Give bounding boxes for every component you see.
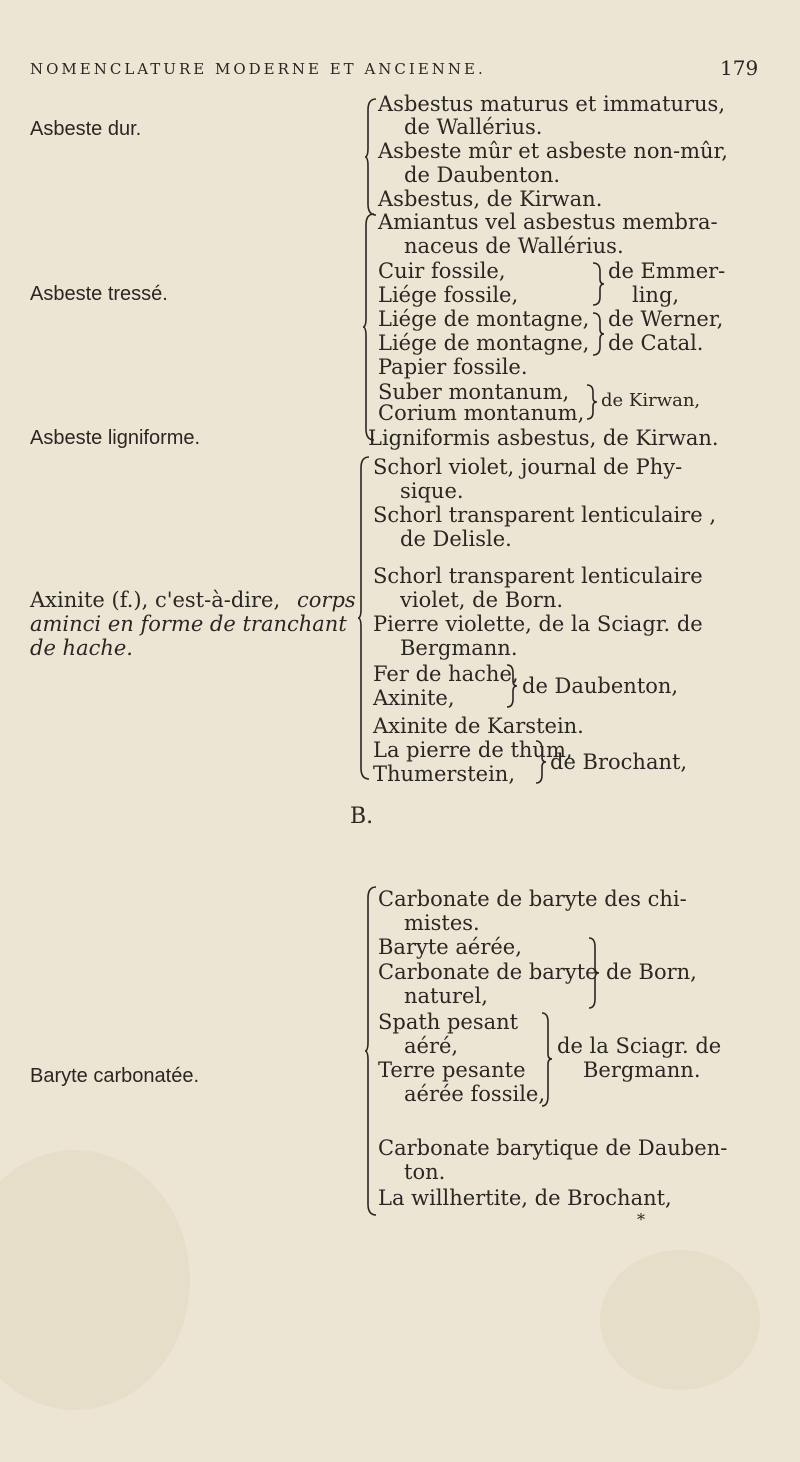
author-ref: de Daubenton,	[522, 674, 679, 698]
brace-right	[588, 937, 600, 1009]
brace-right	[541, 1012, 553, 1107]
synonym-line: de Daubenton.	[404, 163, 561, 187]
synonym-line: violet, de Born.	[400, 588, 564, 612]
term-axinite-line: corps	[297, 588, 356, 612]
synonym-line: aéré,	[404, 1034, 459, 1058]
synonym-line: Ligniformis asbestus, de Kirwan.	[368, 426, 719, 450]
synonym-line: naturel,	[404, 984, 488, 1008]
synonym-line: Terre pesante	[378, 1058, 526, 1082]
synonym-line: Liége de montagne,	[378, 331, 590, 355]
synonym-line: Carbonate barytique de Dauben-	[378, 1136, 728, 1160]
synonym-line: Baryte aérée,	[378, 935, 522, 959]
term-asbeste-ligniforme: Asbeste ligniforme.	[30, 427, 201, 449]
synonym-line: Liége fossile,	[378, 283, 519, 307]
brace-left	[357, 456, 371, 780]
synonym-line: Corium montanum,	[378, 401, 585, 425]
synonym-line: Liége de montagne,	[378, 307, 590, 331]
footer-mark: *	[637, 1210, 645, 1229]
synonym-line: Asbeste mûr et asbeste non-mûr,	[378, 139, 728, 163]
paper-stain	[600, 1250, 760, 1390]
synonym-line: sique.	[400, 479, 464, 503]
page-number: 179	[720, 56, 759, 80]
brace-right	[535, 740, 547, 784]
author-ref: de Emmer-	[608, 259, 726, 283]
brace-right	[592, 262, 606, 306]
section-letter: B.	[350, 804, 374, 829]
synonym-line: Carbonate de baryte des chi-	[378, 887, 687, 911]
synonym-line: La pierre de thum,	[373, 738, 573, 762]
synonym-line: Axinite,	[373, 686, 455, 710]
author-ref: de Brochant,	[550, 750, 688, 774]
synonym-line: Amiantus vel asbestus membra-	[378, 210, 718, 234]
synonym-line: Schorl transparent lenticulaire ,	[373, 503, 716, 527]
author-ref: de Born,	[606, 960, 697, 984]
brace-left	[364, 98, 378, 216]
term-axinite-line: aminci en forme de tranchant	[30, 612, 347, 636]
synonym-line: Asbestus maturus et immaturus,	[378, 92, 726, 116]
synonym-line: de Delisle.	[400, 527, 512, 551]
synonym-line: Asbestus, de Kirwan.	[378, 187, 603, 211]
synonym-line: Thumerstein,	[373, 762, 515, 786]
synonym-line: Schorl violet, journal de Phy-	[373, 455, 683, 479]
paper-stain	[0, 1150, 190, 1410]
synonym-line: Pierre violette, de la Sciagr. de	[373, 612, 703, 636]
brace-right	[506, 664, 518, 708]
synonym-line: La willhertite, de Brochant,	[378, 1186, 672, 1210]
synonym-line: Spath pesant	[378, 1010, 519, 1034]
brace-right	[586, 384, 598, 420]
author-ref: ling,	[632, 283, 680, 307]
author-ref: de Werner,	[608, 307, 724, 331]
term-axinite: Axinite (f.), c'est-à-dire,	[30, 588, 281, 612]
synonym-line: Cuir fossile,	[378, 259, 506, 283]
author-ref: Bergmann.	[583, 1058, 701, 1082]
author-ref: de la Sciagr. de	[557, 1034, 722, 1058]
term-asbeste-dur: Asbeste dur.	[30, 118, 142, 140]
synonym-line: mistes.	[404, 911, 480, 935]
synonym-line: naceus de Wallérius.	[404, 234, 624, 258]
synonym-line: Schorl transparent lenticulaire	[373, 564, 703, 588]
synonym-line: Fer de hache,	[373, 662, 519, 686]
synonym-line: Axinite de Karstein.	[373, 714, 584, 738]
author-ref: de Kirwan,	[601, 390, 701, 411]
brace-left	[364, 886, 378, 1216]
synonym-line: Suber montanum,	[378, 380, 570, 404]
author-ref: de Catal.	[608, 331, 704, 355]
term-baryte-carbonatee: Baryte carbonatée.	[30, 1065, 199, 1087]
synonym-line: Papier fossile.	[378, 355, 528, 379]
synonym-line: de Wallérius.	[404, 115, 543, 139]
running-title: NOMENCLATURE MODERNE ET ANCIENNE.	[30, 60, 486, 78]
synonym-line: aérée fossile,	[404, 1082, 546, 1106]
synonym-line: Bergmann.	[400, 636, 518, 660]
brace-left	[362, 213, 376, 441]
brace-right	[592, 312, 606, 356]
synonym-line: Carbonate de baryte	[378, 960, 598, 984]
synonym-line: ton.	[404, 1160, 446, 1184]
term-axinite-line: de hache.	[30, 636, 133, 660]
term-asbeste-tresse: Asbeste tressé.	[30, 283, 168, 305]
